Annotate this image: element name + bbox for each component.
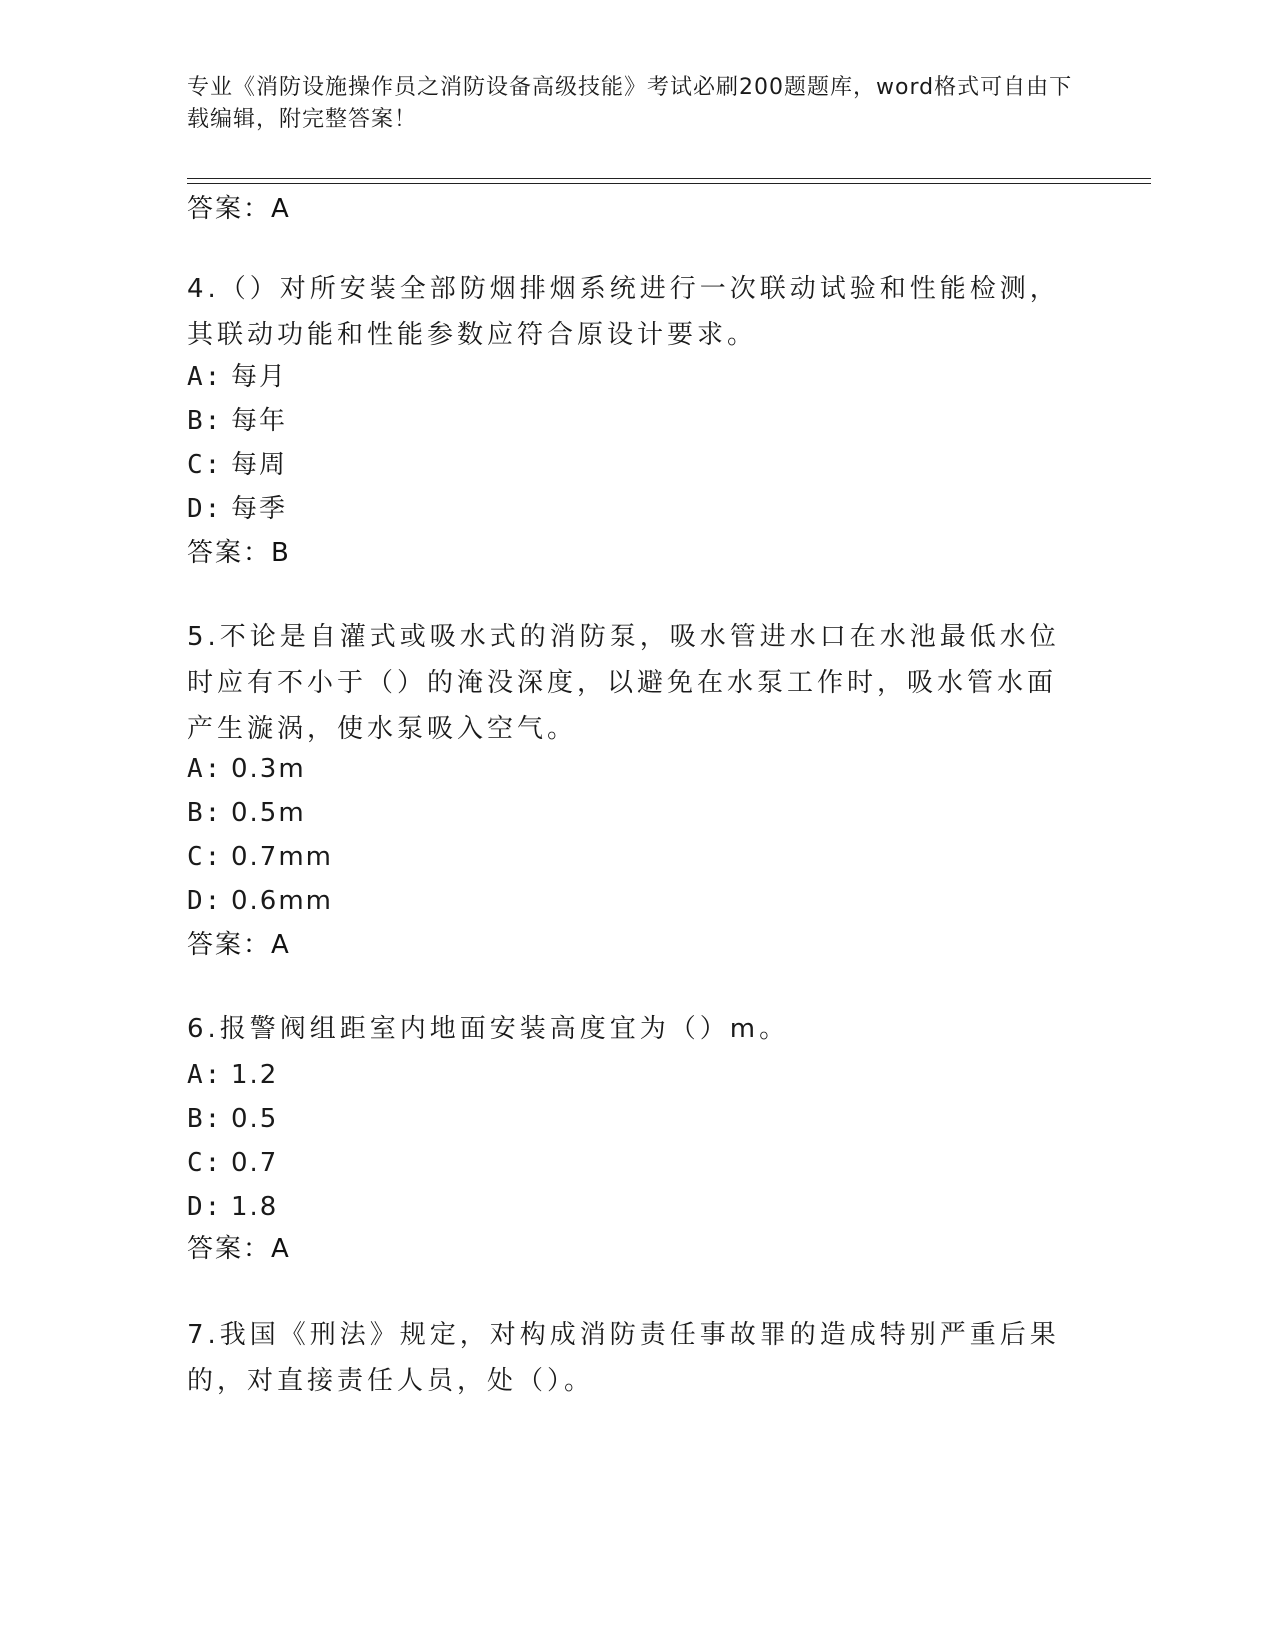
option-key: D: [187, 886, 223, 916]
answer-q6: 答案：A [187, 1234, 291, 1264]
answer-q3: 答案：A [187, 194, 291, 224]
page-header-title: 专业《消防设施操作员之消防设备高级技能》考试必刷200题题库，word格式可自由下载编辑，附完整答案！ [187, 75, 1073, 132]
option-key: D: [187, 494, 223, 524]
header-divider-top [187, 178, 1151, 179]
question-4-option-b [187, 404, 287, 438]
option-text: 1.2 [231, 1060, 279, 1090]
question-4-option-c [187, 448, 287, 482]
option-text: 0.3m [231, 754, 306, 784]
option-key: B: [187, 798, 223, 828]
option-key: A: [187, 754, 223, 784]
question-6-stem: 6.报警阀组距室内地面安装高度宜为（）m。 [187, 1014, 790, 1044]
question-5-option-b [187, 796, 306, 830]
option-text: 0.7mm [231, 842, 334, 872]
question-4-option-a [187, 360, 287, 394]
option-key: B: [187, 406, 223, 436]
option-key: C: [187, 450, 223, 480]
option-key: A: [187, 362, 223, 392]
option-key: D: [187, 1192, 223, 1222]
option-key: B: [187, 1104, 223, 1134]
question-6-option-c [187, 1146, 278, 1180]
option-text: 每年 [231, 406, 288, 436]
question-5-option-c [187, 840, 333, 874]
question-7-stem: 7.我国《刑法》规定，对构成消防责任事故罪的造成特别严重后果的，对直接责任人员，处（）。 [187, 1320, 1060, 1396]
option-text: 0.6mm [231, 886, 334, 916]
option-text: 0.5 [231, 1104, 279, 1134]
option-text: 0.7 [231, 1148, 279, 1178]
question-5-option-d [187, 884, 333, 918]
option-key: C: [187, 842, 223, 872]
question-5-stem: 5.不论是自灌式或吸水式的消防泵，吸水管进水口在水池最低水位时应有不小于（）的淹没深度，以避免在水泵工作时，吸水管水面产生漩涡，使水泵吸入空气。 [187, 622, 1060, 744]
question-4-option-d [187, 492, 287, 526]
answer-q5: 答案：A [187, 930, 291, 960]
question-4-stem: 4.（）对所安装全部防烟排烟系统进行一次联动试验和性能检测，其联动功能和性能参数应符合原设计要求。 [187, 274, 1060, 350]
option-text: 0.5m [231, 798, 306, 828]
question-6-option-b [187, 1102, 278, 1136]
header-divider-bottom [187, 183, 1151, 184]
option-text: 1.8 [231, 1192, 279, 1222]
option-text: 每季 [231, 494, 288, 524]
option-text: 每周 [231, 450, 288, 480]
answer-q4: 答案：B [187, 538, 291, 568]
question-6-option-a [187, 1058, 278, 1092]
option-text: 每月 [231, 362, 288, 392]
question-6-option-d [187, 1190, 278, 1224]
question-5-option-a [187, 752, 306, 786]
option-key: A: [187, 1060, 223, 1090]
option-key: C: [187, 1148, 223, 1178]
